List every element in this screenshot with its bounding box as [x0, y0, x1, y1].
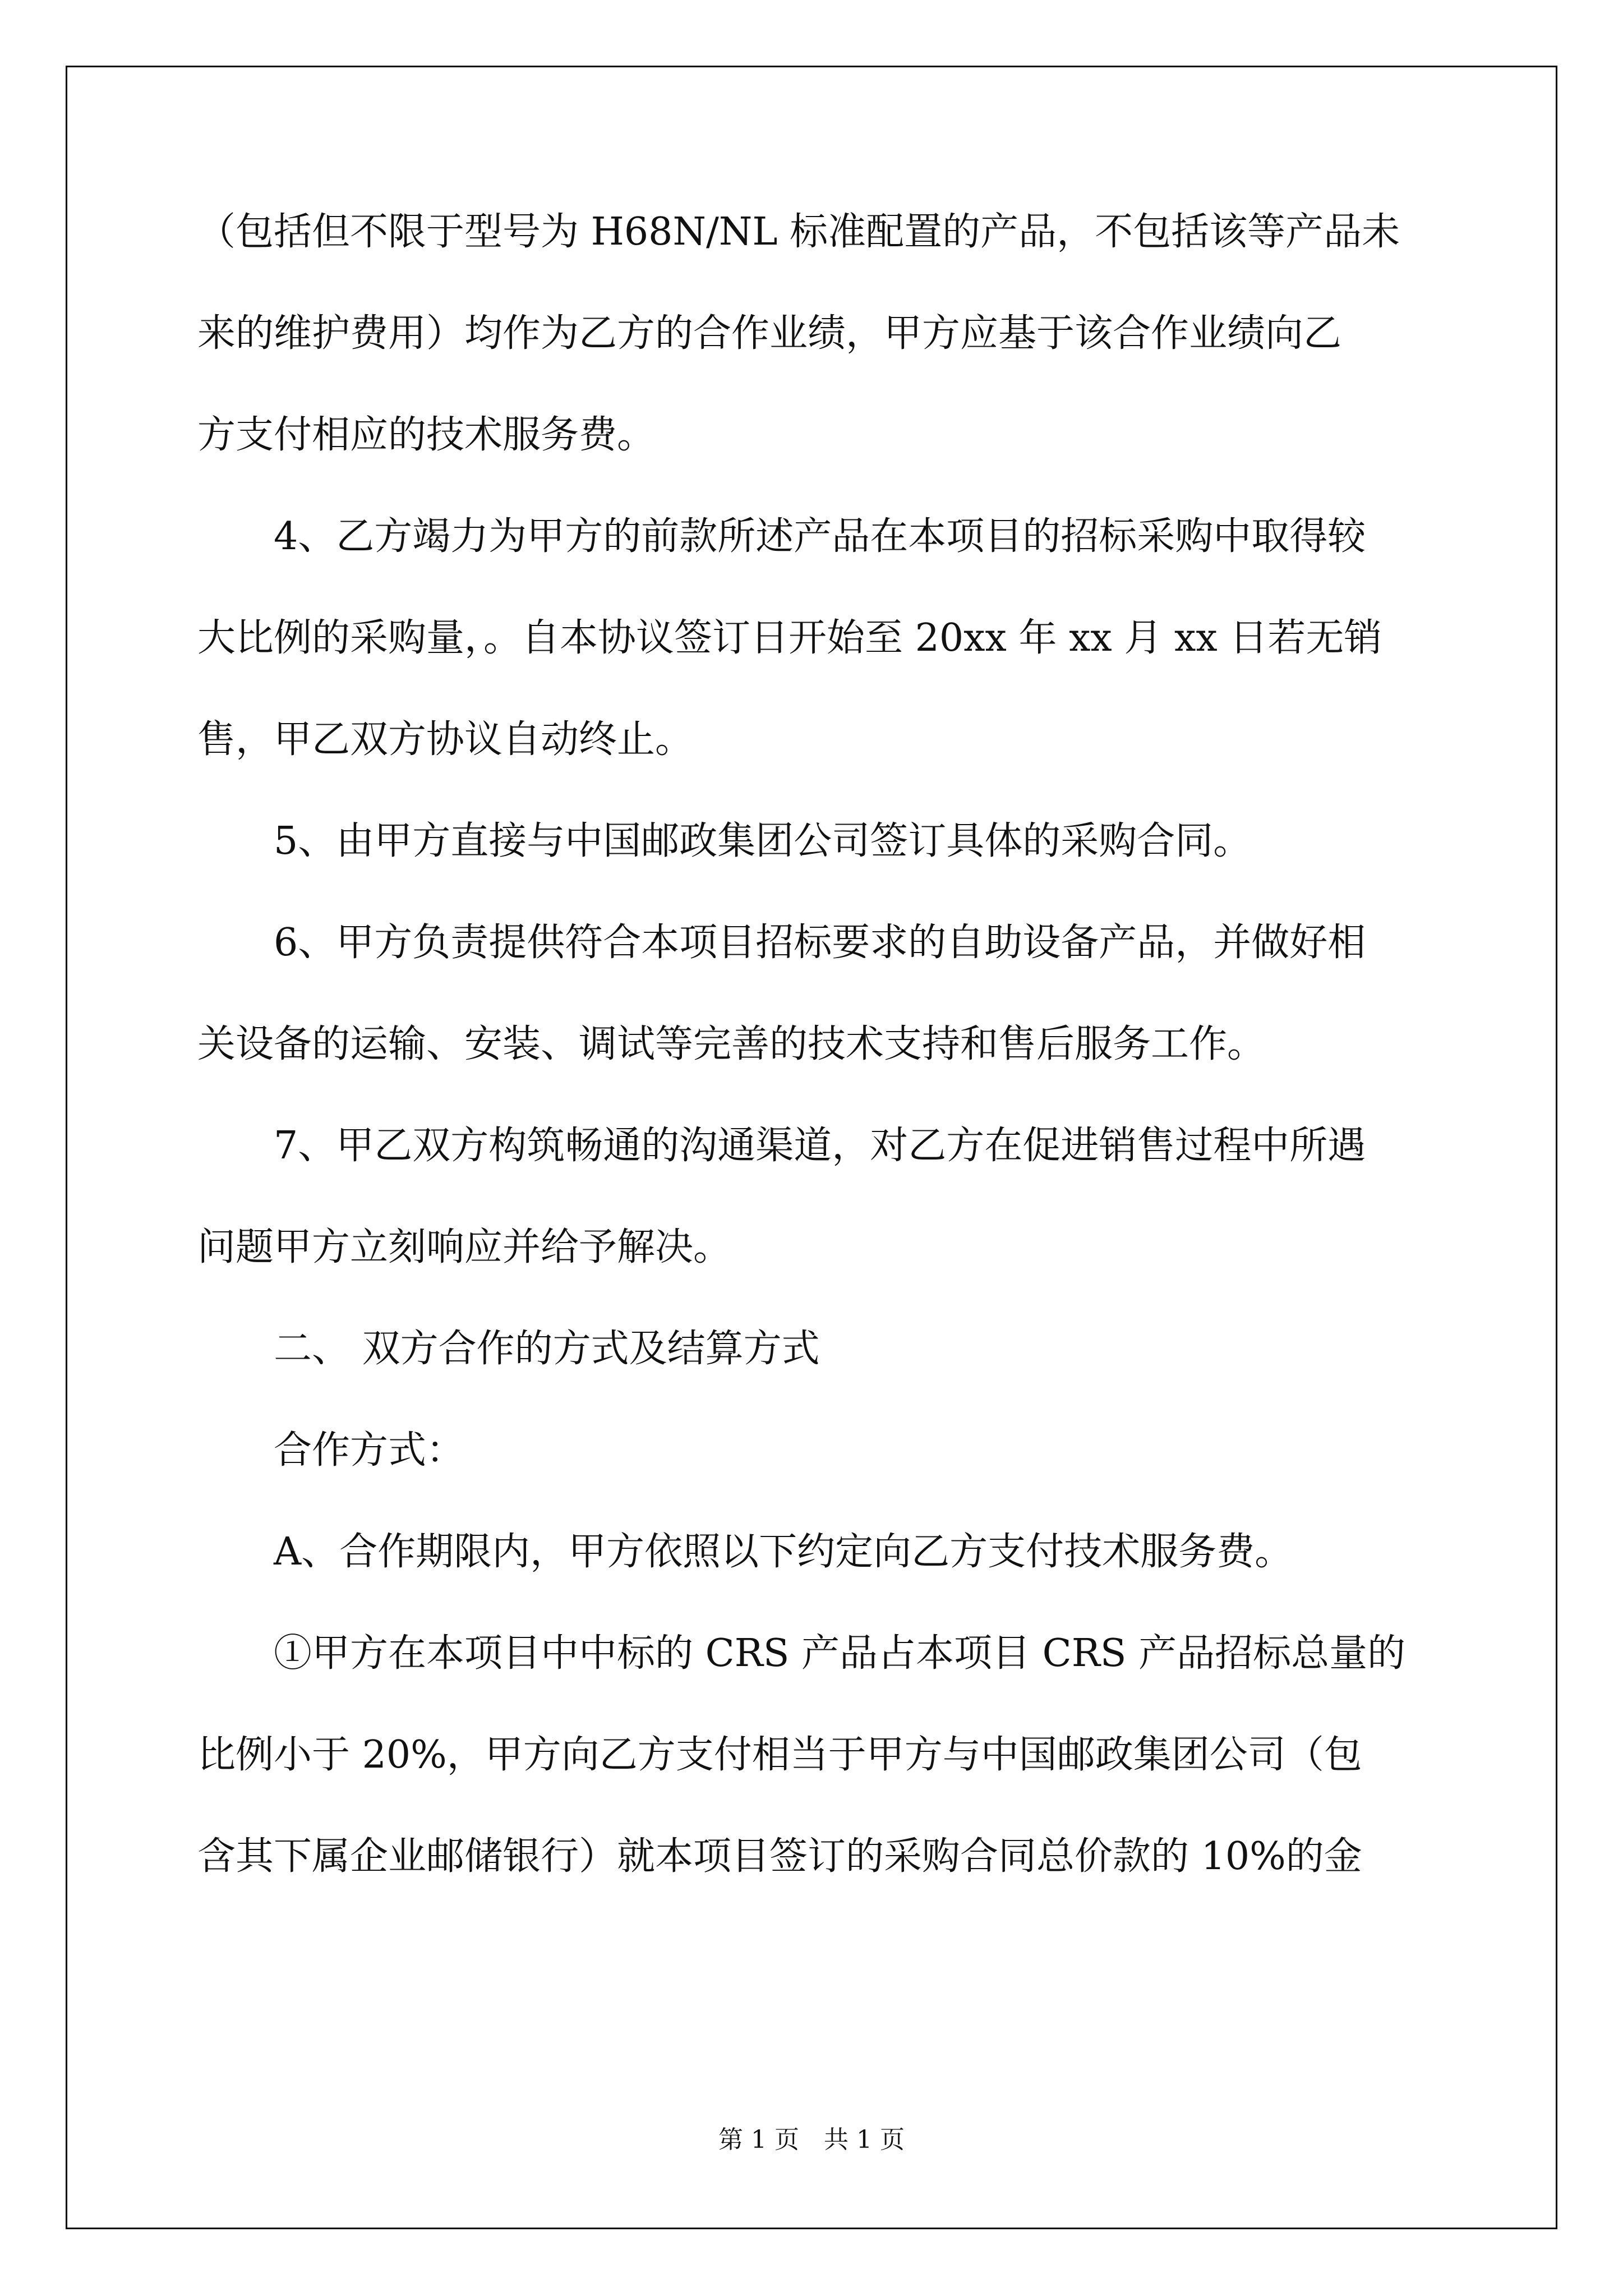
text-line: ①甲方在本项目中中标的 CRS 产品占本项目 CRS 产品招标总量的 [274, 1631, 1406, 1676]
text-line: 问题甲方立刻响应并给予解决。 [197, 1225, 732, 1269]
text-line: A、合作期限内，甲方依照以下约定向乙方支付技术服务费。 [274, 1530, 1293, 1574]
text-line: （包括但不限于型号为 H68N/NL 标准配置的产品，不包括该等产品未 [197, 210, 1400, 254]
text-line: 5、由甲方直接与中国邮政集团公司签订具体的采购合同。 [274, 819, 1252, 863]
text-line: 比例小于 20%，甲方向乙方支付相当于甲方与中国邮政集团公司（包 [197, 1733, 1362, 1777]
text-line: 7、甲乙双方构筑畅通的沟通渠道，对乙方在促进销售过程中所遇 [274, 1124, 1366, 1168]
text-line: 大比例的采购量，。自本协议签订日开始至 20xx 年 xx 月 xx 日若无销 [197, 616, 1382, 660]
text-line: 方支付相应的技术服务费。 [197, 413, 656, 457]
text-line: 关设备的运输、安装、调试等完善的技术支持和售后服务工作。 [197, 1022, 1266, 1066]
text-line: 6、甲方负责提供符合本项目招标要求的自助设备产品，并做好相 [274, 921, 1366, 965]
section-heading: 二、 双方合作的方式及结算方式 [274, 1327, 820, 1371]
text-line: 合作方式： [274, 1428, 465, 1473]
text-line: 4、乙方竭力为甲方的前款所述产品在本项目的招标采购中取得较 [274, 514, 1366, 559]
text-line: 含其下属企业邮储银行）就本项目签订的采购合同总价款的 10%的金 [197, 1834, 1362, 1879]
page-number-footer: 第 1 页 共 1 页 [718, 2125, 905, 2154]
text-line: 来的维护费用）均作为乙方的合作业绩，甲方应基于该合作业绩向乙 [197, 311, 1342, 356]
text-line: 售，甲乙双方协议自动终止。 [197, 717, 694, 762]
